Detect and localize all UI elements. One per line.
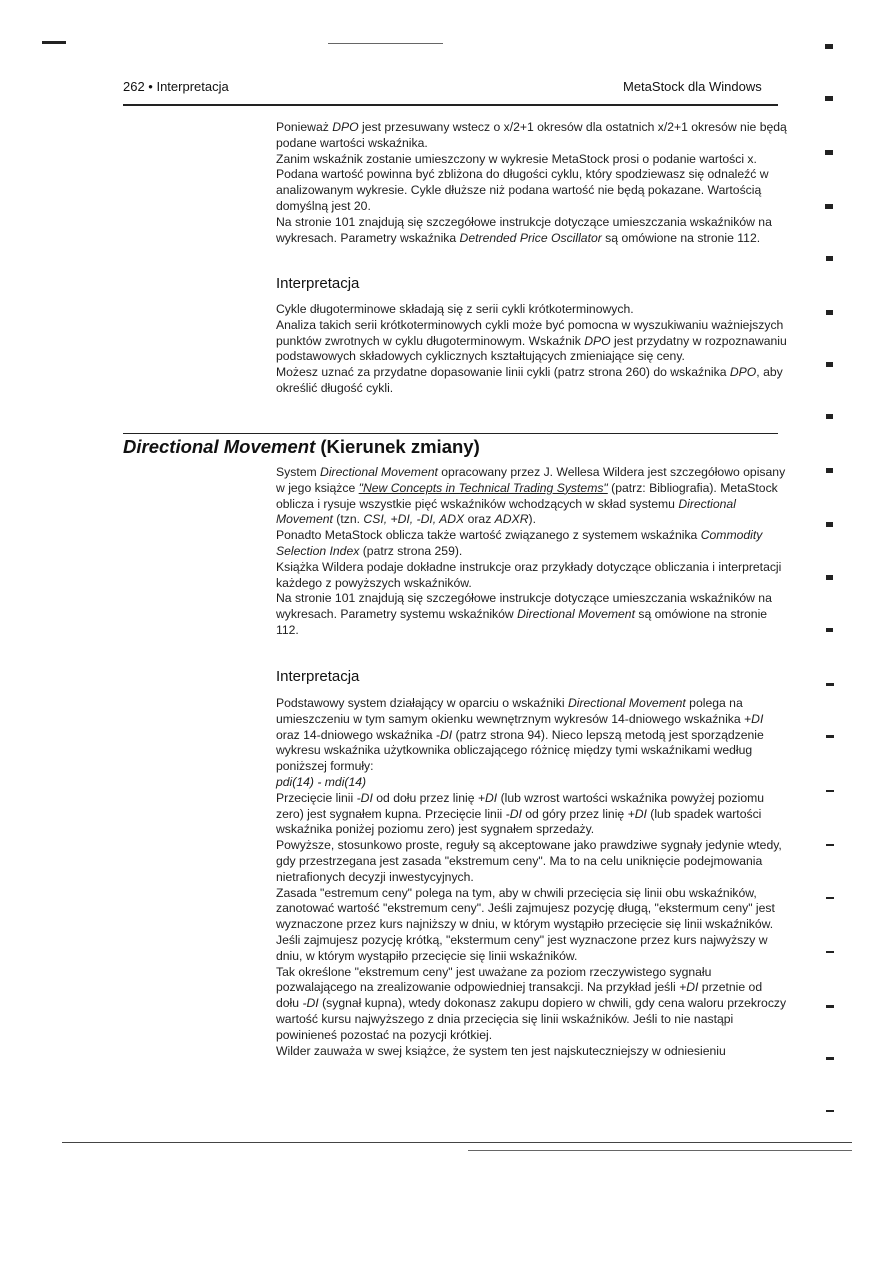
binding-mark [826, 1057, 834, 1060]
scan-line-top [328, 43, 443, 44]
section-title: Directional Movement (Kierunek zmiany) [123, 436, 480, 457]
binding-mark [825, 204, 833, 209]
binding-mark [826, 735, 834, 738]
binding-mark [826, 575, 833, 580]
paragraph: Zasada "estremum ceny" polega na tym, aby w chwili przecięcia się linii obu wskaźników, zanotować wartość "ekstremum ceny". Jeśli zajmujesz pozycję długą, "ekstermum ceny" jest wyznaczone przez kurs najniższy w dniu, w którym wystąpiło przecięcie się linii wskaźników. Jeśli zajmujesz pozycję krótką, "ekstermum ceny" jest wyznaczone przez kurs najwyższy w dniu, w którym wystąpiło przecięcie się linii wskaźników. [276, 885, 775, 963]
paragraph: Cykle długoterminowe składają się z serii cykli krótkoterminowych. [276, 302, 634, 316]
section-heading: Interpretacja [276, 668, 360, 685]
binding-mark [826, 522, 833, 527]
footer-rule-2 [468, 1150, 852, 1151]
paragraph: System Directional Movement opracowany przez J. Wellesa Wildera jest szczegółowo opisany w jego książce "New Concepts in Technical Trading Systems" (patrz: Bibliografia). MetaStock oblicza i rysuje wszystkie pięć wskaźników wchodzących w skład systemu Directional Movement (tzn. CSI, +DI, -DI, ADX oraz ADXR). [276, 465, 786, 527]
paragraph: Powyższe, stosunkowo proste, reguły są akceptowane jako prawdziwe sygnały jedynie wtedy, gdy przestrzegana jest zasada "ekstremum ceny". Ma to na celu uniknięcie podejmowania nietrafionych decyzji inwestycyjnych. [276, 838, 782, 884]
footer-rule [62, 1142, 852, 1143]
paragraph: Wilder zauważa w swej książce, że system ten jest najskuteczniejszy w odniesieniu [276, 1043, 726, 1058]
paragraph: Na stronie 101 znajdują się szczegółowe instrukcje dotyczące umieszczania wskaźników na wykresach. Parametry wskaźnika Detrended Price Oscillator są omówione na stronie 112. [276, 214, 772, 245]
paragraph: Książka Wildera podaje dokładne instrukcje oraz przykłady dotyczące obliczania i interpretacji każdego z powyższych wskaźników. [276, 559, 782, 590]
scan-mark-top-left [42, 41, 66, 44]
binding-mark [826, 683, 834, 686]
paragraph: Przecięcie linii -DI od dołu przez linię +DI (lub wzrost wartości wskaźnika powyżej poziomu zero) jest sygnałem kupna. Przecięcie linii -DI od góry przez linię +DI (lub spadek wartości wskaźnika poniżej poziomu zero) jest sygnałem sprzedaży. [276, 790, 765, 837]
paragraph: Na stronie 101 znajdują się szczegółowe instrukcje dotyczące umieszczania wskaźników na wykresach. Parametry systemu wskaźników Directional Movement są omówione na stronie 112. [276, 591, 772, 637]
binding-mark [826, 897, 834, 899]
formula: pdi(14) - mdi(14) [276, 774, 367, 789]
paragraph: Podstawowy system działający w oparciu o wskaźniki Directional Movement polega na umieszczeniu w tym samym okienku wewnętrznym wykresów 14-dniowego wskaźnika +DI oraz 14-dniowego wskaźnika -DI (patrz strona 94). Nieco lepszą metodą jest sporządzenie wykresu wskaźnika użytkownika obliczającego różnicę między tymi wskaźnikami według poniższej formuły: [276, 696, 764, 774]
page-number-label: 262 • Interpretacja [123, 79, 229, 94]
section-heading: Interpretacja [276, 275, 360, 292]
directional-movement-intro [276, 465, 788, 639]
binding-mark [826, 362, 833, 367]
book-title: "New Concepts in Technical Trading Systems" [358, 480, 608, 495]
running-title: MetaStock dla Windows [623, 79, 762, 94]
binding-mark [826, 628, 833, 632]
dpo-interpretation [276, 302, 788, 397]
binding-mark [826, 468, 833, 473]
section-rule [123, 433, 778, 434]
binding-mark [826, 256, 833, 261]
binding-mark [826, 790, 834, 792]
binding-mark [826, 1110, 834, 1112]
paragraph: Możesz uznać za przydatne dopasowanie linii cykli (patrz strona 260) do wskaźnika DPO, aby określić długość cykli. [276, 365, 783, 395]
dpo-section [276, 120, 788, 246]
paragraph: Ponadto MetaStock oblicza także wartość związanego z systemem wskaźnika Commodity Selection Index (patrz strona 259). [276, 528, 763, 558]
binding-mark [826, 1005, 834, 1008]
paragraph: Zanim wskaźnik zostanie umieszczony w wykresie MetaStock prosi o podanie wartości x. Podana wartość powinna być zbliżona do długości cyklu, który spodziewasz się odnaleźć w analizowanym wykresie. Cykle dłuższe niż podana wartość nie będą pokazane. Wartością domyślną jest 20. [276, 151, 769, 213]
directional-movement-interpretation [276, 696, 788, 1059]
binding-mark [825, 150, 833, 155]
binding-mark [826, 951, 834, 953]
binding-mark [826, 414, 833, 419]
binding-mark [826, 310, 833, 315]
paragraph: Ponieważ DPO jest przesuwany wstecz o x/2+1 okresów dla ostatnich x/2+1 okresów nie będą podane wartości wskaźnika. [276, 120, 787, 150]
binding-mark [825, 96, 833, 101]
paragraph: Tak określone "ekstremum ceny" jest uważane za poziom rzeczywistego sygnału pozwalającego na zrealizowanie odpowiedniej transakcji. Na przykład jeśli +DI przetnie od dołu -DI (sygnał kupna), wtedy dokonasz zakupu dopiero w chwili, gdy cena waloru przekroczy wartość kursu najwyższego z dnia przecięcia się linii wskaźników. Jeśli to nie nastąpi powinieneś pozostać na pozycji krótkiej. [276, 964, 787, 1042]
header-rule [123, 104, 778, 106]
binding-mark [826, 844, 834, 846]
paragraph: Analiza takich serii krótkoterminowych cykli może być pomocna w wyszukiwaniu ważniejszych punktów zwrotnych w cyklu długoterminowym. Wskaźnik DPO jest przydatny w rozpoznawaniu podstawowych składowych cyklicznych kształtujących zmieniające się ceny. [276, 317, 787, 364]
binding-mark [825, 44, 833, 49]
